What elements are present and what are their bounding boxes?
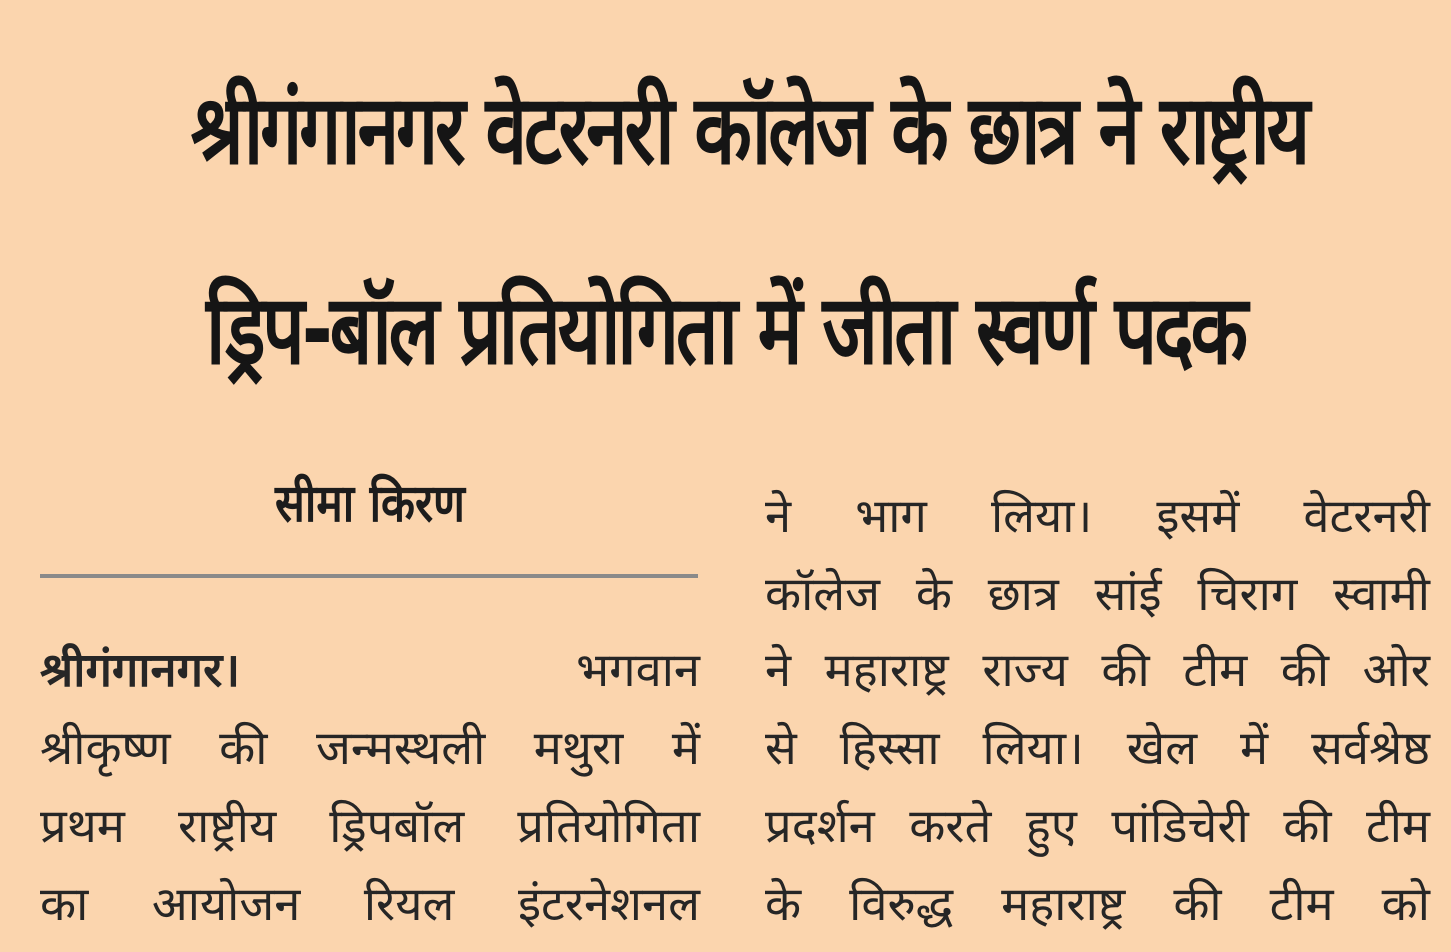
word: कॉलेज xyxy=(765,567,881,622)
word: प्रतियोगिता xyxy=(517,799,700,854)
word: राष्ट्रीय xyxy=(177,799,277,854)
word: के xyxy=(915,567,952,622)
word: टीम xyxy=(1183,643,1248,698)
word: छात्र xyxy=(987,567,1059,622)
byline: सीमा किरण xyxy=(274,474,466,534)
word: के xyxy=(765,877,802,932)
right-line-3 xyxy=(765,632,1430,710)
word: विरुद्ध xyxy=(849,877,954,932)
word: सर्वश्रेष्ठ xyxy=(1311,721,1430,776)
word: की xyxy=(1173,877,1222,932)
word: का xyxy=(40,877,89,932)
word: प्रथम xyxy=(40,799,125,854)
word: इसमें xyxy=(1156,489,1240,544)
word: रियल xyxy=(363,877,455,932)
word: करते xyxy=(909,799,992,854)
word: वेटरनरी xyxy=(1303,489,1430,544)
left-line-4 xyxy=(40,866,700,944)
left-line-2 xyxy=(40,710,700,788)
right-line-5 xyxy=(765,788,1430,866)
left-line-1 xyxy=(40,632,700,710)
word: ओर xyxy=(1362,643,1430,698)
word: भाग xyxy=(855,489,927,544)
word: को xyxy=(1381,877,1430,932)
word: में xyxy=(1240,721,1269,776)
right-line-2 xyxy=(765,556,1430,634)
word: महाराष्ट्र xyxy=(824,643,949,698)
byline-divider xyxy=(40,574,698,578)
word: चिराग xyxy=(1197,567,1298,622)
word: लिया। xyxy=(982,721,1084,776)
word: इंटरनेशनल xyxy=(517,877,700,932)
word: की xyxy=(1101,643,1150,698)
word: की xyxy=(1283,799,1332,854)
left-line-3 xyxy=(40,788,700,866)
word: मथुरा xyxy=(533,721,624,776)
word: ने xyxy=(765,489,792,544)
headline-line-2: ड्रिप-बॉल प्रतियोगिता में जीता स्वर्ण पदक xyxy=(205,274,1246,386)
word: जन्मस्थली xyxy=(315,721,486,776)
word: हुए xyxy=(1025,799,1077,854)
word: ड्रिपबॉल xyxy=(329,799,465,854)
word: श्रीकृष्ण xyxy=(40,721,171,776)
dateline: श्रीगंगानगर। xyxy=(40,643,241,698)
word: हिस्सा xyxy=(839,721,940,776)
word: राज्य xyxy=(982,643,1068,698)
word: की xyxy=(219,721,268,776)
headline-line-1: श्रीगंगानगर वेटरनरी कॉलेज के छात्र ने राष्ट्रीय xyxy=(190,74,1308,186)
word: भगवान xyxy=(576,643,700,698)
word: पांडिचेरी xyxy=(1111,799,1249,854)
word: महाराष्ट्र xyxy=(1001,877,1126,932)
right-line-6 xyxy=(765,866,1430,944)
word: प्रदर्शन xyxy=(765,799,875,854)
word: टीम xyxy=(1269,877,1334,932)
word: ने xyxy=(765,643,792,698)
word: में xyxy=(671,721,700,776)
word: स्वामी xyxy=(1333,567,1430,622)
word: की xyxy=(1280,643,1330,698)
word: सांई xyxy=(1094,567,1162,622)
right-line-1 xyxy=(765,478,1430,556)
right-line-4 xyxy=(765,710,1430,788)
word: से xyxy=(765,721,797,776)
word: टीम xyxy=(1366,799,1430,854)
word: खेल xyxy=(1126,721,1198,776)
word: आयोजन xyxy=(151,877,301,932)
word: लिया। xyxy=(990,489,1093,544)
